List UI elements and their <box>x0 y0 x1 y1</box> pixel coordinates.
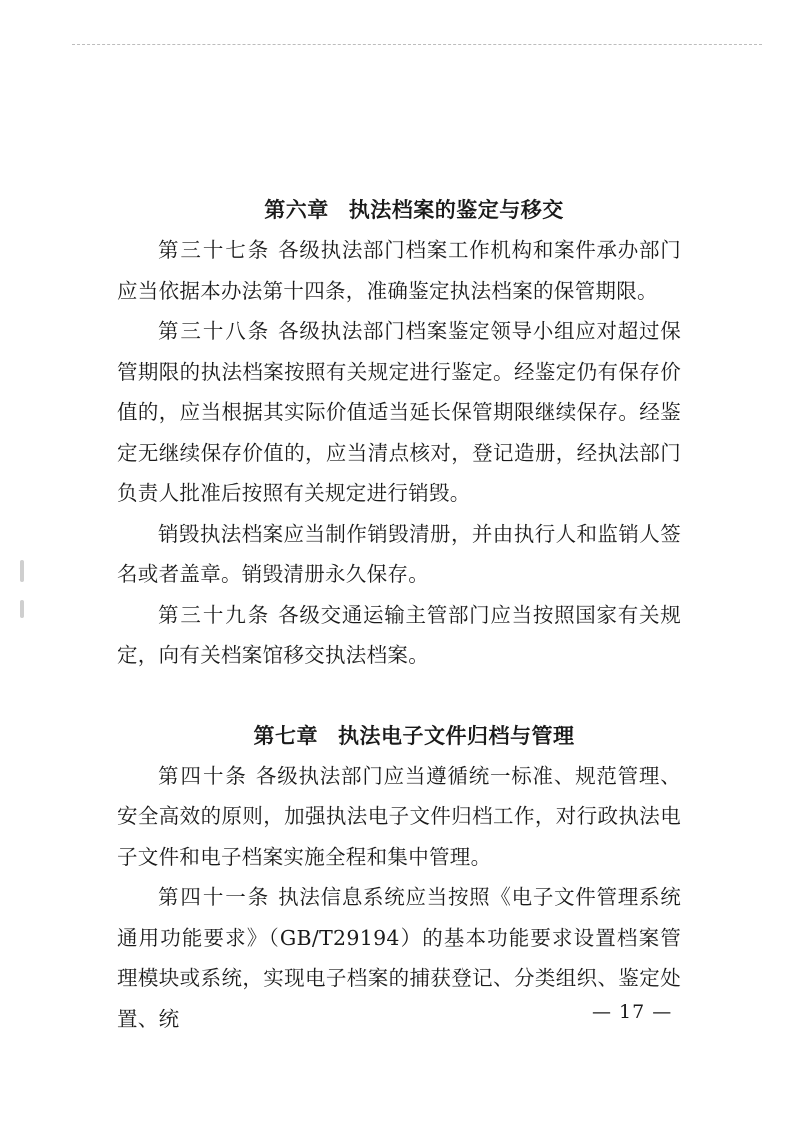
article-heading: 第三十七条 <box>158 238 271 262</box>
article-paragraph <box>117 756 681 878</box>
article-paragraph <box>117 311 681 514</box>
article-text: 执法信息系统应当按照《电子文件管理系统通用功能要求》（GB/T29194）的基本功能要求设置档案管理模块或系统，实现电子档案的捕获登记、分类组织、鉴定处置、统 <box>117 885 682 1031</box>
document-body <box>117 190 681 1039</box>
chapter-number: 第七章 <box>253 722 318 748</box>
article-text: 各级交通运输主管部门应当按照国家有关规定，向有关档案馆移交执法档案。 <box>117 602 682 667</box>
chapter-number: 第六章 <box>264 197 329 222</box>
scan-top-rule <box>72 44 762 45</box>
chapter-name: 执法档案的鉴定与移交 <box>348 197 564 222</box>
scan-margin-mark <box>20 560 24 582</box>
chapter-title <box>117 716 681 756</box>
article-heading: 第三十八条 <box>158 319 271 343</box>
chapter-section <box>117 190 681 676</box>
chapter-name: 执法电子文件归档与管理 <box>338 722 575 748</box>
article-paragraph <box>117 514 681 595</box>
article-text: 各级执法部门档案鉴定领导小组应对超过保管期限的执法档案按照有关规定进行鉴定。经鉴定仍有保存价值的，应当根据其实际价值适当延长保管期限继续保存。经鉴定无继续保存价值的，应当清点核对，登记造册，经执法部门负责人批准后按照有关规定进行销毁。 <box>117 319 682 505</box>
article-text: 销毁执法档案应当制作销毁清册，并由执行人和监销人签名或者盖章。销毁清册永久保存。 <box>117 521 681 586</box>
page-number: — 17 — <box>592 1001 673 1023</box>
article-paragraph <box>117 595 681 676</box>
article-paragraph <box>117 230 681 311</box>
article-heading: 第三十九条 <box>158 602 271 627</box>
article-text: 各级执法部门档案工作机构和案件承办部门应当依据本办法第十四条，准确鉴定执法档案的保管期限。 <box>117 238 682 303</box>
article-text: 各级执法部门应当遵循统一标准、规范管理、安全高效的原则，加强执法电子文件归档工作，对行政执法电子文件和电子档案实施全程和集中管理。 <box>117 763 682 869</box>
chapter-title <box>117 190 681 230</box>
scan-margin-mark <box>20 600 24 618</box>
chapter-section <box>117 716 681 1040</box>
article-heading: 第四十条 <box>158 763 248 788</box>
article-heading: 第四十一条 <box>158 885 271 909</box>
